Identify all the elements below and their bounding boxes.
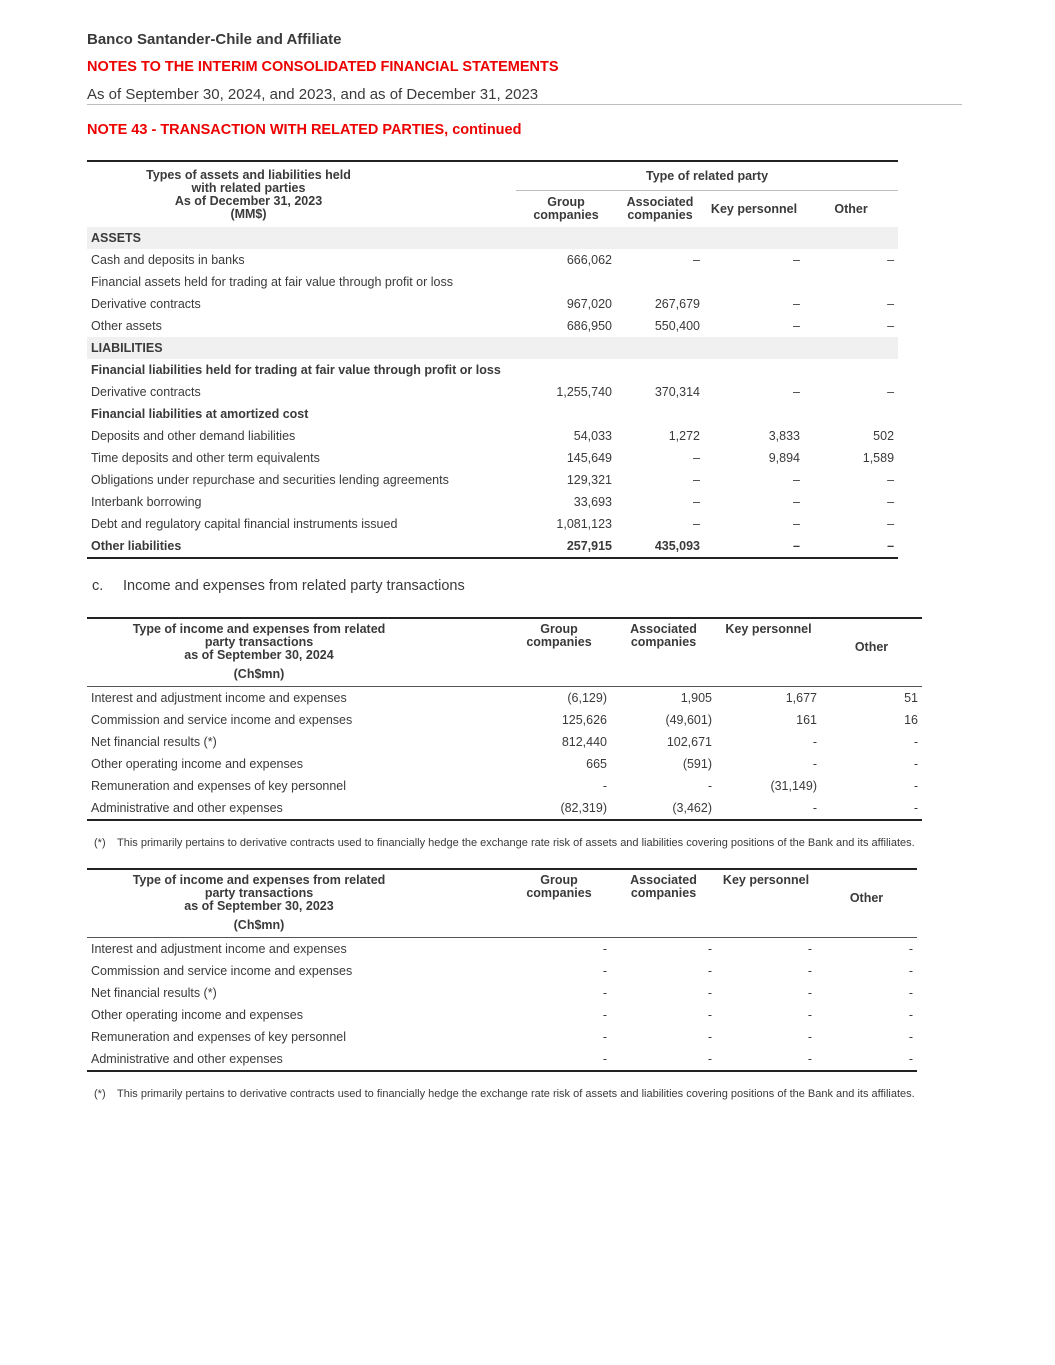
row-label: Net financial results (*) [91,735,217,749]
note-title: NOTE 43 - TRANSACTION WITH RELATED PARTIES, continued [87,122,522,138]
row-label: ASSETS [87,227,516,249]
table-row [87,982,917,1004]
table-row [87,797,922,820]
row-value: - [602,1030,607,1044]
row-value: - [812,735,817,749]
section-c-title: Income and expenses from related party transactions [123,578,465,594]
row-label: Financial assets held for trading at fair value through profit or loss [91,275,453,289]
row-value: 125,626 [561,713,607,727]
row-value: - [908,1008,913,1022]
row-value: - [707,779,712,793]
row-value: - [602,964,607,978]
row-value: – [887,385,895,399]
row-value: – [887,517,895,531]
row-label: Obligations under repurchase and securities lending agreements [91,473,449,487]
row-value: - [807,1030,812,1044]
row-value [804,227,898,249]
row-value: (49,601) [665,713,712,727]
row-value: – [693,473,700,487]
row-label: Remuneration and expenses of key personnel [91,779,347,793]
row-value: – [793,253,800,267]
col-key-personnel: Key personnel [710,201,798,216]
row-value: 267,679 [654,297,700,311]
row-value: 686,950 [566,319,612,333]
company-name: Banco Santander-Chile and Affiliate [87,31,342,48]
row-value: - [908,1052,913,1066]
t3-col-other: Other [849,891,884,905]
table-row [87,469,898,491]
row-value [804,337,898,359]
row-value: - [908,942,913,956]
row-label: Interest and adjustment income and expenses [91,691,347,705]
row-value: – [887,253,895,267]
row-value: 257,915 [566,539,612,553]
row-label: Cash and deposits in banks [91,253,245,267]
row-value: 145,649 [566,451,612,465]
row-value: (591) [682,757,712,771]
table-row [87,709,922,731]
table-row [87,1004,917,1026]
row-value: - [908,964,913,978]
row-value: 51 [904,691,918,705]
row-value: 1,677 [785,691,817,705]
table-row [87,249,898,271]
row-label: Derivative contracts [91,385,201,399]
row-label: Commission and service income and expenses [91,713,353,727]
row-value: 161 [796,713,817,727]
row-label: Financial liabilities at amortized cost [91,407,309,421]
row-value: - [707,964,712,978]
row-value: - [707,1052,712,1066]
table1-body [87,227,898,558]
table-row [87,359,898,381]
row-label: Deposits and other demand liabilities [91,429,296,443]
row-value: - [807,964,812,978]
table-row [87,513,898,535]
section-c-label: c. [92,578,104,594]
row-value [616,403,704,425]
table-row [87,425,898,447]
row-value [804,271,898,293]
row-label: Interest and adjustment income and expenses [91,942,347,956]
table-row [87,960,917,982]
income-expenses-2023-table [87,868,917,1072]
row-value [516,227,616,249]
row-label: Other liabilities [91,539,182,553]
row-value: - [807,986,812,1000]
table2-unit: (Ch$mn) [87,662,507,687]
table-row [87,491,898,513]
row-value: – [887,539,895,553]
row-value: - [913,757,918,771]
row-value: 1,589 [862,451,895,465]
row-value: – [793,319,800,333]
row-value: - [707,1030,712,1044]
row-value: 967,020 [566,297,612,311]
row-value: – [693,253,700,267]
row-value: – [887,495,895,509]
t3-col-group-companies: Group companies [526,873,592,900]
footnote-2023: This primarily pertains to derivative contracts used to financially hedge the exchange rate risk of assets and liabilities covering positions of the Bank and its affiliates. [117,1088,915,1100]
footnote-2024: This primarily pertains to derivative contracts used to financially hedge the exchange rate risk of assets and liabilities covering positions of the Bank and its affiliates. [117,837,915,849]
t2-col-key-personnel: Key personnel [725,622,812,636]
row-label: Net financial results (*) [91,986,217,1000]
row-value: 370,314 [654,385,700,399]
row-value: 1,081,123 [556,517,612,531]
row-label: Debt and regulatory capital financial instruments issued [91,517,398,531]
row-value: - [812,801,817,815]
t2-col-group-companies: Group companies [526,622,592,649]
row-value [704,271,804,293]
row-value: - [807,1052,812,1066]
row-value: 665 [586,757,607,771]
row-value: - [602,1052,607,1066]
table1-header-label: Types of assets and liabilities held with related parties As of December 31, 2023 (MM$) [146,167,351,221]
type-of-related-party-header: Type of related party [516,161,898,191]
row-value: - [602,986,607,1000]
header-divider [87,104,962,105]
row-value: 3,833 [768,429,800,443]
table-row [87,403,898,425]
table3-header-label: Type of income and expenses from related party transactions as of September 30, 2023 [132,873,386,913]
row-label: Interbank borrowing [91,495,202,509]
row-value: 812,440 [561,735,607,749]
table-row [87,1026,917,1048]
row-value: – [887,319,895,333]
row-value: - [707,942,712,956]
row-value [616,227,704,249]
row-value [704,227,804,249]
table-row [87,227,898,249]
footnote-mark-2024: (*) [94,837,106,849]
row-value [516,359,616,381]
row-value [516,337,616,359]
row-value: - [807,1008,812,1022]
table-row [87,753,922,775]
row-value [616,359,704,381]
row-value: - [602,942,607,956]
row-value: 1,905 [680,691,712,705]
row-value: 666,062 [566,253,612,267]
row-label: Financial liabilities held for trading at fair value through profit or loss [91,363,501,377]
row-value [804,403,898,425]
col-group-companies: Group companies [533,195,599,222]
row-value [804,359,898,381]
row-value: 54,033 [573,429,612,443]
table-row [87,1048,917,1071]
row-label: Other operating income and expenses [91,1008,303,1022]
row-value: - [913,735,918,749]
row-value: 435,093 [654,539,700,553]
row-value: (31,149) [770,779,817,793]
row-value [704,359,804,381]
row-value: 1,255,740 [556,385,612,399]
row-value [704,337,804,359]
row-value [516,403,616,425]
t3-col-key-personnel: Key personnel [722,873,810,887]
table-row [87,271,898,293]
table-row [87,775,922,797]
row-value: 16 [904,713,918,727]
col-other: Other [834,201,868,216]
t3-col-associated-companies: Associated companies [630,873,697,900]
row-value: - [908,986,913,1000]
t2-col-other: Other [854,640,889,654]
row-label: Other assets [91,319,162,333]
footnote-mark-2023: (*) [94,1088,106,1100]
row-value: – [887,473,895,487]
table3-body [87,938,917,1072]
income-expenses-2024-table [87,617,922,821]
row-label: Commission and service income and expenses [91,964,353,978]
row-value: 129,321 [566,473,612,487]
row-value: - [807,942,812,956]
table-row [87,293,898,315]
t2-col-associated-companies: Associated companies [630,622,697,649]
row-value: 1,272 [668,429,700,443]
row-value: 550,400 [654,319,700,333]
row-value: 502 [873,429,895,443]
row-value: - [913,779,918,793]
row-value: - [812,757,817,771]
row-label: Administrative and other expenses [91,1052,283,1066]
row-value: – [793,385,800,399]
row-value [704,403,804,425]
table-row [87,535,898,558]
row-label: Time deposits and other term equivalents [91,451,320,465]
col-associated-companies: Associated companies [626,195,694,222]
row-value [616,337,704,359]
row-value: (3,462) [672,801,712,815]
table2-body [87,687,922,821]
row-label: Administrative and other expenses [91,801,283,815]
row-value: - [908,1030,913,1044]
row-value: (6,129) [567,691,607,705]
as-of-date: As of September 30, 2024, and 2023, and as of December 31, 2023 [87,86,539,103]
row-value: – [693,451,700,465]
row-value: – [793,517,800,531]
row-value [616,271,704,293]
table-row [87,447,898,469]
table-row [87,381,898,403]
table-row [87,731,922,753]
assets-liabilities-table [87,160,898,559]
row-value: - [707,986,712,1000]
row-value: – [887,297,895,311]
row-value: – [793,495,800,509]
table3-unit: (Ch$mn) [87,913,507,938]
row-value: – [793,539,800,553]
table-row [87,337,898,359]
row-label: Remuneration and expenses of key personnel [91,1030,347,1044]
row-value: – [793,297,800,311]
row-label: Derivative contracts [91,297,201,311]
row-value: - [602,779,607,793]
row-label: Other operating income and expenses [91,757,303,771]
row-value: - [913,801,918,815]
row-value: - [602,1008,607,1022]
row-label: LIABILITIES [87,337,516,359]
row-value: - [707,1008,712,1022]
table-row [87,315,898,337]
row-value: – [693,495,700,509]
table-row [87,938,917,961]
table2-header-label: Type of income and expenses from related party transactions as of September 30, 2024 [132,622,386,662]
row-value: 9,894 [768,451,800,465]
row-value: (82,319) [560,801,607,815]
row-value: 102,671 [666,735,712,749]
notes-title: NOTES TO THE INTERIM CONSOLIDATED FINANCIAL STATEMENTS [87,59,559,75]
row-value: – [693,517,700,531]
row-value [516,271,616,293]
table-row [87,687,922,710]
row-value: 33,693 [573,495,612,509]
row-value: – [793,473,800,487]
